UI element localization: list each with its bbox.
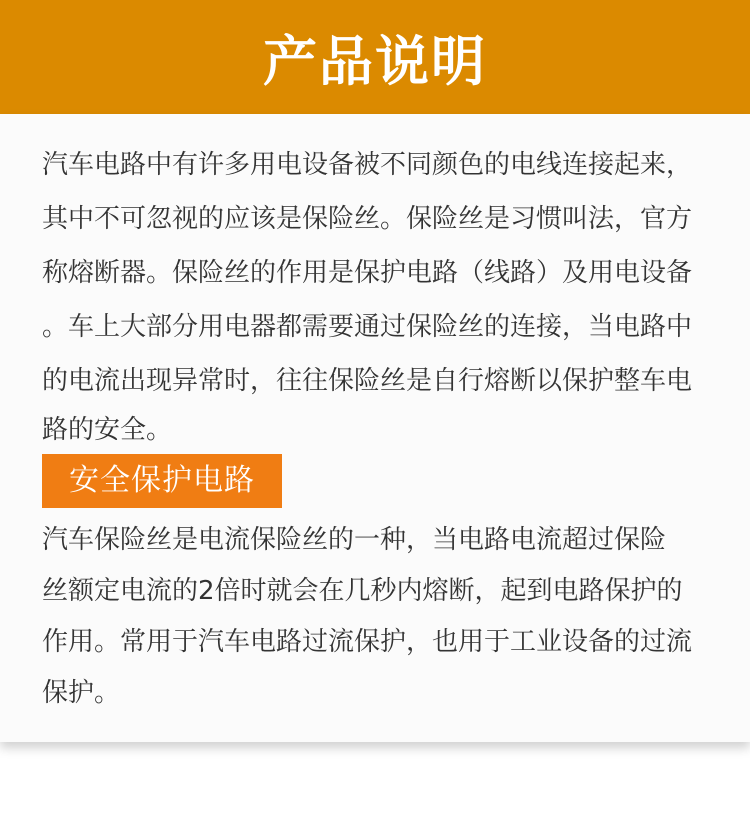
intro-line: 汽车电路中有许多用电设备被不同颜色的电线连接起来，	[42, 150, 693, 180]
header-banner	[0, 0, 750, 114]
section-line: 作用。常用于汽车电路过流保护，也用于工业设备的过流	[42, 627, 693, 657]
page-title: 产品说明	[263, 29, 487, 93]
intro-line: 的电流出现异常时，往往保险丝是自行熔断以保护整车电	[42, 366, 693, 396]
section-line: 汽车保险丝是电流保险丝的一种，当电路电流超过保险	[42, 525, 667, 555]
section-line: 丝额定电流的2倍时就会在几秒内熔断，起到电路保护的	[42, 576, 683, 606]
intro-line: 称熔断器。保险丝的作用是保护电路（线路）及用电设备	[42, 258, 693, 288]
intro-line: 。车上大部分用电器都需要通过保险丝的连接，当电路中	[42, 312, 693, 342]
description-panel	[0, 114, 750, 742]
intro-line: 其中不可忽视的应该是保险丝。保险丝是习惯叫法，官方	[42, 204, 693, 234]
section-title-badge: 安全保护电路	[42, 454, 282, 508]
section-line: 保护。	[42, 678, 121, 708]
intro-line: 路的安全。	[42, 415, 173, 445]
